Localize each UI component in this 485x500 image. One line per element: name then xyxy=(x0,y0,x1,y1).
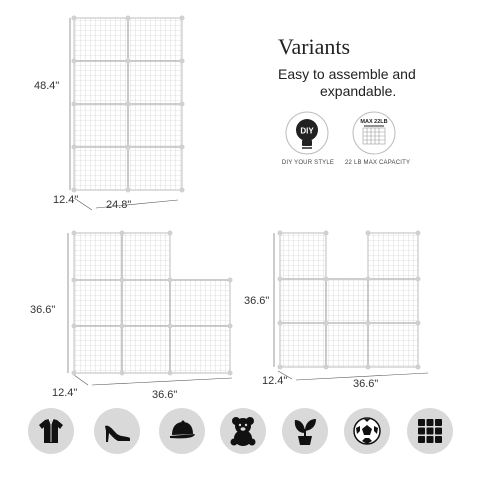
page-title: Variants xyxy=(278,34,351,59)
tall-shelf-illustration xyxy=(60,10,200,220)
diy-bulb-icon xyxy=(284,110,330,156)
notch-height-label: 36.6" xyxy=(244,295,270,307)
tall-width-label: 24.8" xyxy=(106,199,132,211)
tall-height-label: 48.4" xyxy=(34,80,60,92)
cap-icon xyxy=(159,408,205,454)
diy-icon-text: DIY xyxy=(300,126,314,136)
capacity-caption: 22 LB MAX CAPACITY xyxy=(345,160,411,166)
diy-caption: DIY YOUR STYLE xyxy=(281,160,335,166)
diy-badge xyxy=(284,110,330,156)
weight-capacity-icon xyxy=(351,110,397,156)
capacity-icon-text: MAX 22LB xyxy=(360,119,388,125)
step-depth-label: 12.4" xyxy=(52,387,78,399)
step-shelf-illustration xyxy=(60,225,240,390)
notch-width-label: 36.6" xyxy=(353,378,379,390)
step-height-label: 36.6" xyxy=(30,304,56,316)
tagline-line-1: Easy to assemble and xyxy=(278,66,416,82)
step-width-label: 36.6" xyxy=(152,389,178,401)
capacity-badge xyxy=(351,110,397,156)
tall-depth-label: 12.4" xyxy=(53,194,79,206)
notch-depth-label: 12.4" xyxy=(262,375,288,387)
shirt-icon xyxy=(28,408,74,454)
soccer-ball-icon xyxy=(344,408,390,454)
tagline-line-2: expandable. xyxy=(320,83,397,99)
plant-icon xyxy=(282,408,328,454)
notch-shelf-illustration xyxy=(268,225,438,385)
grid-cube-icon xyxy=(407,408,453,454)
high-heel-icon xyxy=(94,408,140,454)
teddy-bear-icon xyxy=(220,408,266,454)
